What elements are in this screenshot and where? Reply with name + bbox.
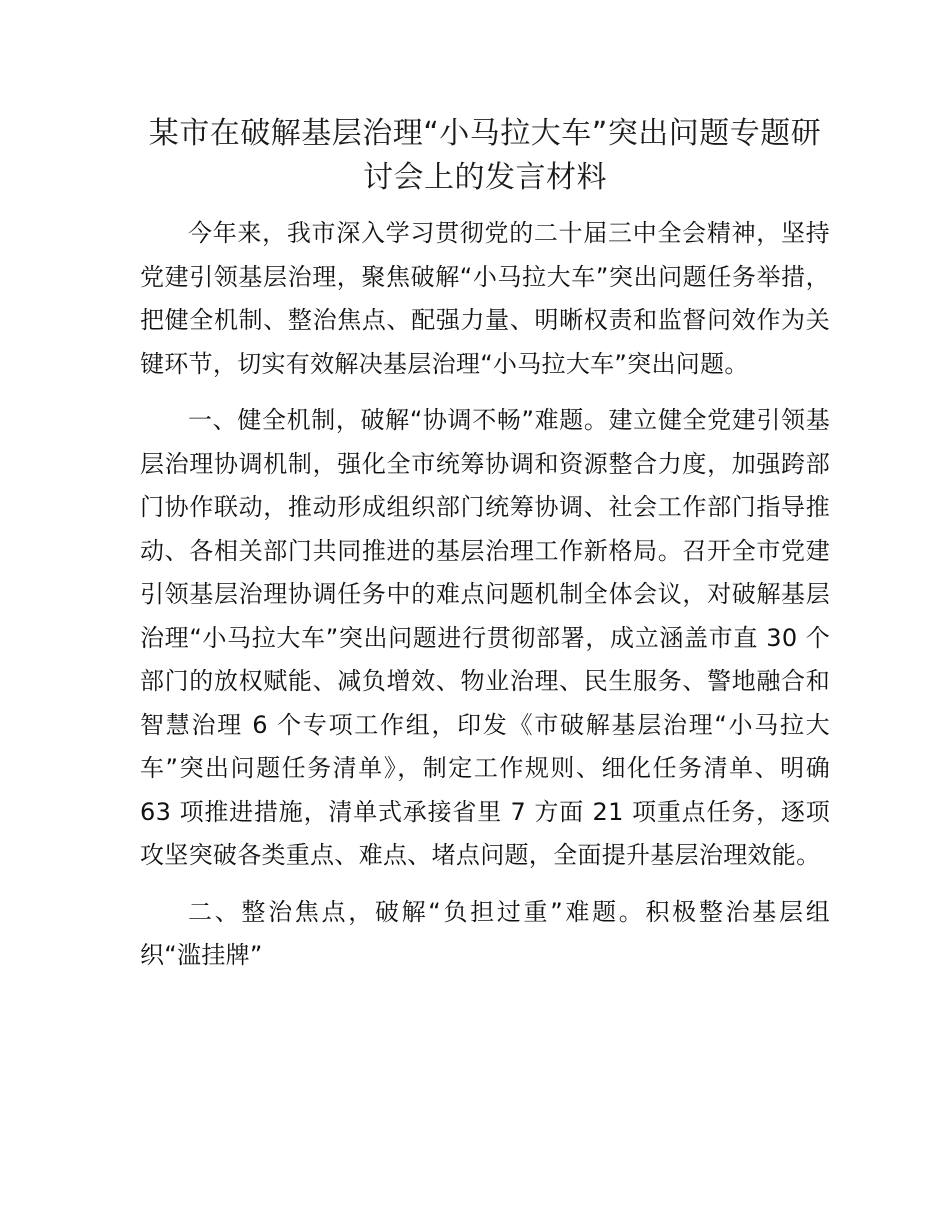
section-two-paragraph: 二、整治焦点，破解“负担过重”难题。积极整治基层组织“滥挂牌” bbox=[140, 897, 830, 969]
document-page bbox=[140, 112, 830, 978]
section-one-paragraph: 一、健全机制，破解“协调不畅”难题。建立健全党建引领基层治理协调机制，强化全市统筹协调和资源整合力度，加强跨部门协作联动，推动形成组织部门统筹协调、社会工作部门指导推动、各相关部门共同推进的基层治理工作新格局。召开全市党建引领基层治理协调任务中的难点问题机制全体会议，对破解基层治理“小马拉大车”突出问题进行贯彻部署，成立涵盖市直 30 个部门的放权赋能、减负增效、物业治理、民生服务、警地融合和智慧治理 6 个专项工作组，印发《市破解基层治理“小马拉大车”突出问题任务清单》，制定工作规则、细化任务清单、明确 63 项推进措施，清单式承接省里 7 方面 21 项重点任务，逐项攻坚突破各类重点、难点、堵点问题，全面提升基层治理效能。 bbox=[140, 406, 830, 869]
document-title: 某市在破解基层治理“小马拉大车”突出问题专题研讨会上的发言材料 bbox=[148, 116, 822, 195]
intro-paragraph: 今年来，我市深入学习贯彻党的二十届三中全会精神，坚持党建引领基层治理，聚焦破解“小马拉大车”突出问题任务举措，把健全机制、整治焦点、配强力量、明晰权责和监督问效作为关键环节，切实有效解决基层治理“小马拉大车”突出问题。 bbox=[140, 219, 830, 378]
